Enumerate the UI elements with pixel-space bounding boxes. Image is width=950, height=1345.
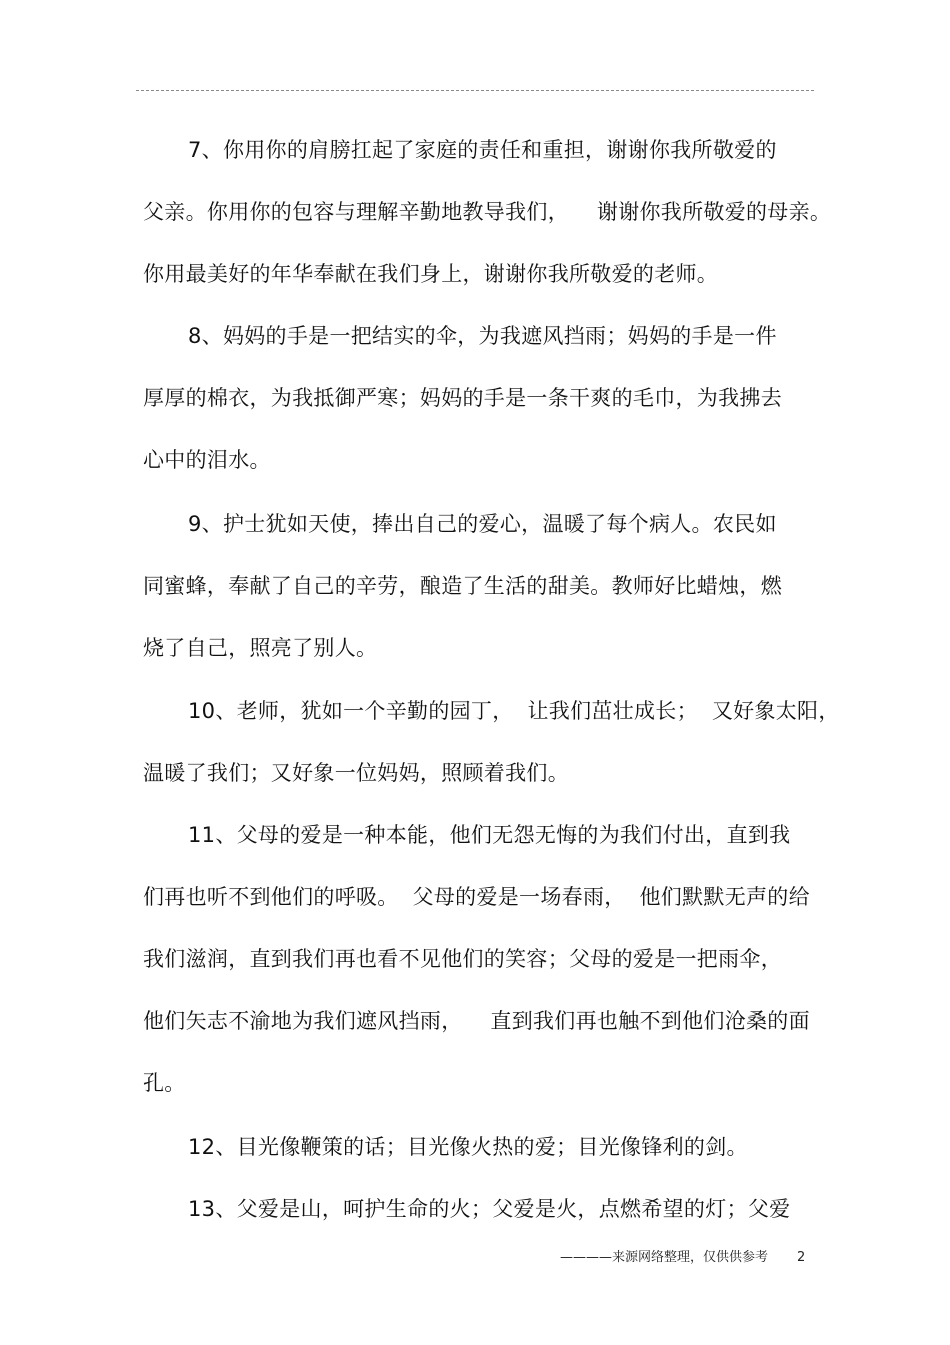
text-line: 我们滋润，直到我们再也看不见他们的笑容；父母的爱是一把雨伞， [143, 947, 782, 971]
text-line: 11、父母的爱是一种本能，他们无怨无悔的为我们付出，直到我 [188, 823, 791, 847]
header-divider [136, 90, 814, 91]
text-line: 孔。 [143, 1071, 186, 1095]
text-line: 8、妈妈的手是一把结实的伞，为我遮风挡雨；妈妈的手是一件 [188, 324, 777, 348]
text-line: 们再也听不到他们的呼吸。 父母的爱是一场春雨， 他们默默无声的给 [143, 885, 810, 909]
text-line: 10、老师，犹如一个辛勤的园丁， 让我们茁壮成长； 又好象太阳， [188, 699, 840, 723]
text-line: 温暖了我们；又好象一位妈妈，照顾着我们。 [143, 761, 569, 785]
text-line: 你用最美好的年华奉献在我们身上，谢谢你我所敬爱的老师。 [143, 262, 719, 286]
text-line: 13、父爱是山，呵护生命的火；父爱是火，点燃希望的灯；父爱 [188, 1197, 791, 1221]
text-line: 父亲。你用你的包容与理解辛勤地教导我们， 谢谢你我所敬爱的母亲。 [143, 200, 832, 224]
text-line: 他们矢志不渝地为我们遮风挡雨， 直到我们再也触不到他们沧桑的面 [143, 1009, 810, 1033]
text-line: 心中的泪水。 [143, 448, 271, 472]
text-line: 7、你用你的肩膀扛起了家庭的责任和重担，谢谢你我所敬爱的 [188, 138, 777, 162]
text-line: 烧了自己，照亮了别人。 [143, 636, 378, 660]
text-line: 厚厚的棉衣，为我抵御严寒；妈妈的手是一条干爽的毛巾，为我拂去 [143, 386, 782, 410]
text-line: 9、护士犹如天使，捧出自己的爱心，温暖了每个病人。农民如 [188, 512, 777, 536]
footer-source-note: ————来源网络整理，仅供供参考 [560, 1250, 769, 1265]
text-line: 12、目光像鞭策的话；目光像火热的爱；目光像锋利的剑。 [188, 1135, 748, 1159]
page-number: 2 [797, 1250, 806, 1265]
text-line: 同蜜蜂，奉献了自己的辛劳，酿造了生活的甜美。教师好比蜡烛，燃 [143, 574, 782, 598]
